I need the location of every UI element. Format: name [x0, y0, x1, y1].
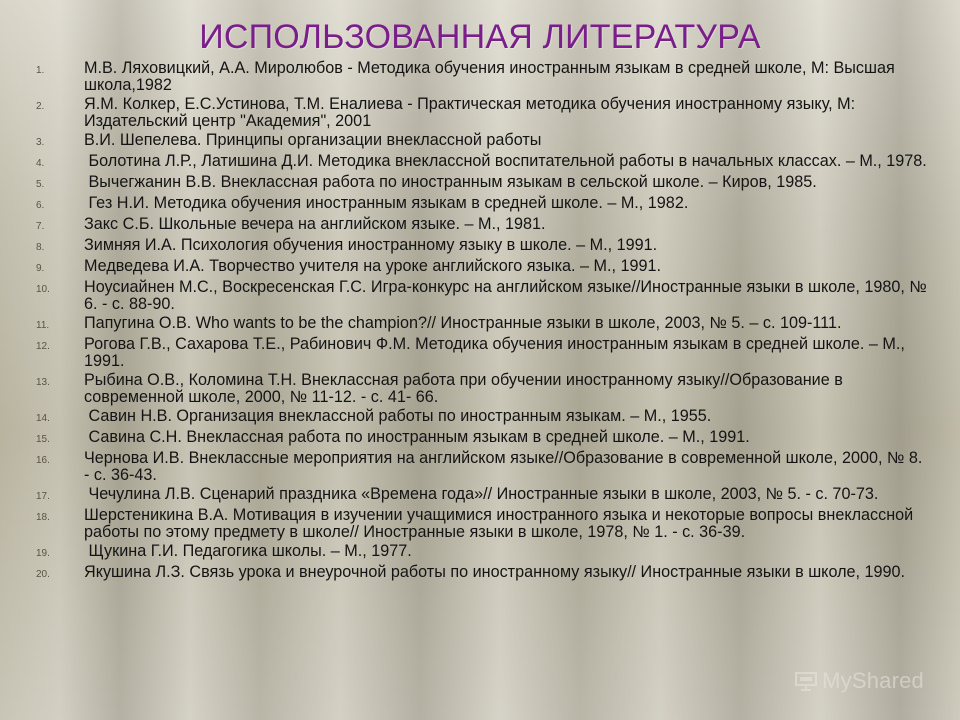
reference-item: [30, 60, 930, 94]
reference-text: Зимняя И.А. Психология обучения иностранному языку в школе. – М., 1991.: [84, 236, 658, 254]
reference-item: [30, 450, 930, 484]
reference-number: 3.: [36, 137, 45, 148]
watermark: [794, 668, 924, 694]
reference-item: [30, 543, 930, 562]
reference-item: [30, 564, 930, 583]
reference-item: [30, 153, 930, 172]
reference-item: [30, 408, 930, 427]
reference-item: [30, 429, 930, 448]
reference-number: 1.: [36, 65, 45, 76]
reference-text: Якушина Л.З. Связь урока и внеурочной работы по иностранному языку// Иностранные языки в школе, 1990.: [84, 563, 906, 581]
reference-number: 19.: [36, 548, 50, 559]
reference-text: Папугина О.В. Who wants to be the champion?// Иностранные языки в школе, 2003, № 5. – с. 109-111.: [84, 314, 842, 332]
reference-item: [30, 372, 930, 406]
reference-number: 13.: [36, 377, 50, 388]
reference-text: Гез Н.И. Методика обучения иностранным языкам в средней школе. – М., 1982.: [84, 194, 689, 212]
reference-number: 11.: [36, 320, 50, 331]
reference-item: [30, 486, 930, 505]
reference-text: Болотина Л.Р., Латишина Д.И. Методика внеклассной воспитательной работы в начальных классах. – М., 1978.: [84, 152, 927, 170]
reference-item: [30, 336, 930, 370]
reference-item: [30, 96, 930, 130]
reference-text: М.В. Ляховицкий, А.А. Миролюбов - Методика обучения иностранным языкам в средней школе, М: Высшая школа,1982: [84, 59, 900, 94]
reference-number: 5.: [36, 179, 45, 190]
reference-number: 12.: [36, 341, 50, 352]
watermark-label: MyShared: [822, 668, 924, 693]
presentation-board-icon: [794, 671, 818, 691]
reference-text: Рогова Г.В., Сахарова Т.Е., Рабинович Ф.М. Методика обучения иностранным языкам в средней школе. – М., 1991.: [84, 335, 910, 370]
reference-text: Савин Н.В. Организация внеклассной работы по иностранным языкам. – М., 1955.: [84, 407, 712, 425]
reference-text: Чернова И.В. Внеклассные мероприятия на английском языке//Образование в современной школе, 2000, № 8. - с. 36-43.: [84, 449, 927, 484]
reference-number: 6.: [36, 200, 45, 211]
reference-item: [30, 216, 930, 235]
reference-text: Вычегжанин В.В. Внеклассная работа по иностранным языкам в сельской школе. – Киров, 1985.: [84, 173, 817, 191]
reference-text: Щукина Г.И. Педагогика школы. – М., 1977.: [84, 542, 412, 560]
reference-list: [30, 60, 930, 585]
reference-text: Медведева И.А. Творчество учителя на уроке английского языка. – М., 1991.: [84, 257, 661, 275]
reference-item: [30, 258, 930, 277]
reference-number: 2.: [36, 101, 45, 112]
reference-text: Шерстеникина В.А. Мотивация в изучении учащимися иностранного языка и некоторые вопросы внеклассной работы по этому предмету в школе// Иностранные языки в школе, 1978, № 1. - с. 36-39.: [84, 506, 918, 541]
reference-item: [30, 132, 930, 151]
reference-text: Савина С.Н. Внеклассная работа по иностранным языкам в средней школе. – М., 1991.: [84, 428, 750, 446]
reference-number: 9.: [36, 263, 45, 274]
reference-text: Рыбина О.В., Коломина Т.Н. Внеклассная работа при обучении иностранному языку//Образование в современной школе, 2000, № 11-12. - с. 41- 66.: [84, 371, 848, 406]
reference-item: [30, 174, 930, 193]
slide-title: ИСПОЛЬЗОВАННАЯ ЛИТЕРАТУРА: [199, 18, 761, 56]
reference-item: [30, 237, 930, 256]
reference-item: [30, 315, 930, 334]
reference-text: Чечулина Л.В. Сценарий праздника «Времена года»// Иностранные языки в школе, 2003, № 5. - с. 70-73.: [84, 485, 879, 503]
reference-number: 10.: [36, 284, 50, 295]
reference-number: 15.: [36, 434, 50, 445]
reference-number: 18.: [36, 512, 50, 523]
reference-item: [30, 195, 930, 214]
reference-number: 14.: [36, 413, 50, 424]
reference-item: [30, 279, 930, 313]
reference-item: [30, 507, 930, 541]
reference-text: Закс С.Б. Школьные вечера на английском языке. – М., 1981.: [84, 215, 546, 233]
reference-text: Я.М. Колкер, Е.С.Устинова, Т.М. Еналиева - Практическая методика обучения иностранному языку, М: Издательский центр "Академия", 2001: [84, 95, 860, 130]
reference-text: Ноусиайнен М.С., Воскресенская Г.С. Игра-конкурс на английском языке//Иностранные языки в школе, 1980, № 6. - с. 88-90.: [84, 278, 932, 313]
reference-number: 8.: [36, 242, 45, 253]
reference-text: В.И. Шепелева. Принципы организации внеклассной работы: [84, 131, 542, 149]
reference-number: 16.: [36, 455, 50, 466]
reference-number: 17.: [36, 491, 50, 502]
reference-number: 20.: [36, 569, 50, 580]
reference-number: 4.: [36, 158, 45, 169]
reference-number: 7.: [36, 221, 45, 232]
